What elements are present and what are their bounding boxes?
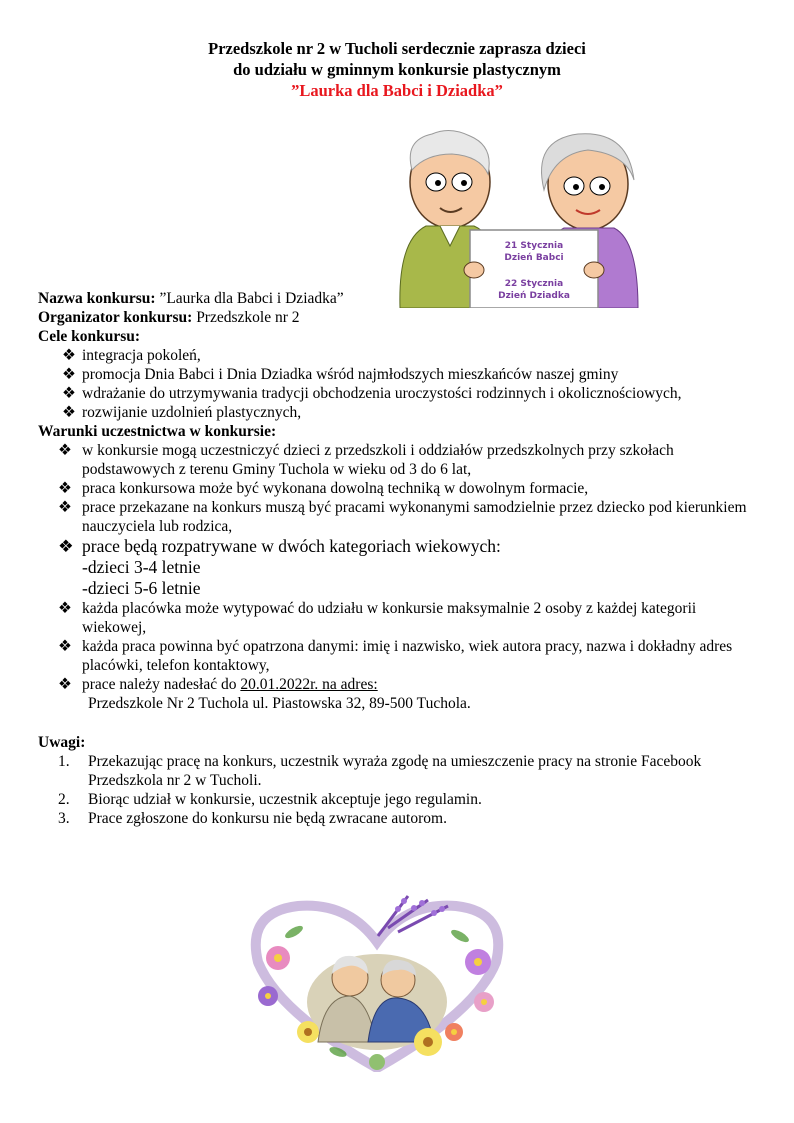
list-item: ❖ w konkursie mogą uczestniczyć dzieci z przedszkoli i oddziałów przedszkolnych przy szkołach podstawowych z terenu Gminy Tuchola w wieku od 3 do 6 lat, — [58, 442, 674, 478]
diamond-bullet-icon: ❖ — [62, 404, 76, 421]
notes-heading: Uwagi: — [38, 734, 86, 751]
header-line-2: do udziału w gminnym konkursie plastycznym — [233, 60, 561, 79]
diamond-bullet-icon: ❖ — [58, 676, 72, 693]
diamond-bullet-icon: ❖ — [58, 499, 72, 516]
goals-heading: Cele konkursu: — [38, 328, 141, 345]
age-category-1: -dzieci 3-4 letnie — [82, 557, 201, 577]
list-item: ❖ promocja Dnia Babci i Dnia Dziadka wśród najmłodszych mieszkańców naszej gminy — [62, 366, 619, 383]
list-item: ❖ prace przekazane na konkurs muszą być pracami wykonanymi samodzielnie przez dziecko pod kierunkiem nauczyciela lub rodzica, — [58, 499, 747, 535]
diamond-bullet-icon: ❖ — [62, 385, 76, 402]
diamond-bullet-icon: ❖ — [58, 638, 72, 655]
age-category-2: -dzieci 5-6 letnie — [82, 578, 201, 598]
organizer-row — [38, 308, 758, 327]
list-item: 1. Przekazując pracę na konkurs, uczestnik wyraża zgodę na umieszczenie pracy na stronie Facebook Przedszkola nr 2 w Tucholi. — [58, 753, 702, 789]
contest-name-value: ”Laurka dla Babci i Dziadka” — [155, 290, 344, 307]
list-item: ❖ każda praca powinna być opatrzona danymi: imię i nazwisko, wiek autora pracy, nazwa i dokładny adres placówki, telefon kontaktowy, — [58, 638, 733, 674]
list-item: ❖ integracja pokoleń, — [62, 347, 201, 364]
conditions-list — [38, 441, 758, 713]
sign-line-2: Dzień Babci — [504, 253, 564, 263]
diamond-bullet-icon: ❖ — [58, 480, 72, 497]
list-item: ❖ prace należy nadesłać do 20.01.2022r. na adres: Przedszkole Nr 2 Tuchola ul. Piastowska 32, 89-500 Tuchola. — [58, 676, 471, 712]
list-item: 3. Prace zgłoszone do konkursu nie będą zwracane autorom. — [58, 810, 447, 827]
organizer-value: Przedszkole nr 2 — [192, 309, 300, 326]
contest-name-row — [38, 289, 758, 308]
organizer-label: Organizator konkursu: — [38, 309, 193, 326]
notes-list — [38, 752, 758, 828]
list-item: ❖ wdrażanie do utrzymywania tradycji obchodzenia uroczystości rodzinnych i okolicznościowych, — [62, 385, 682, 402]
submission-address: Przedszkole Nr 2 Tuchola ul. Piastowska 32, 89-500 Tuchola. — [88, 695, 471, 712]
diamond-bullet-icon: ❖ — [58, 442, 72, 459]
diamond-bullet-icon: ❖ — [58, 600, 72, 617]
contest-rules — [38, 289, 758, 828]
list-item: ❖ prace będą rozpatrywane w dwóch kategoriach wiekowych: -dzieci 3-4 letnie -dzieci 5-6 letnie — [58, 536, 501, 598]
floral-heart-illustration — [238, 892, 516, 1072]
list-item: 2. Biorąc udział w konkursie, uczestnik akceptuje jego regulamin. — [58, 791, 482, 808]
list-item: ❖ praca konkursowa może być wykonana dowolną techniką w dowolnym formacie, — [58, 480, 589, 497]
goals-list — [38, 346, 758, 422]
list-item: ❖ rozwijanie uzdolnień plastycznych, — [62, 404, 302, 421]
diamond-bullet-icon: ❖ — [62, 366, 76, 383]
sign-line-3: 22 Stycznia — [504, 279, 564, 289]
list-item: ❖ każda placówka może wytypować do udziału w konkursie maksymalnie 2 osoby z każdej kategorii wiekowej, — [58, 600, 697, 636]
page-header — [0, 38, 794, 101]
header-line-1: Przedszkole nr 2 w Tucholi serdecznie zaprasza dzieci — [208, 39, 586, 58]
diamond-bullet-icon: ❖ — [58, 536, 74, 556]
contest-name-label: Nazwa konkursu: — [38, 290, 156, 307]
sign-line-1: 21 Stycznia — [504, 241, 564, 251]
diamond-bullet-icon: ❖ — [62, 347, 76, 364]
grandparents-sign-illustration — [382, 120, 640, 308]
contest-title: ”Laurka dla Babci i Dziadka” — [291, 81, 503, 100]
conditions-heading: Warunki uczestnictwa w konkursie: — [38, 423, 277, 440]
sign-line-4: Dzień Dziadka — [498, 291, 570, 301]
deadline-date: 20.01.2022r. na adres: — [240, 676, 378, 693]
